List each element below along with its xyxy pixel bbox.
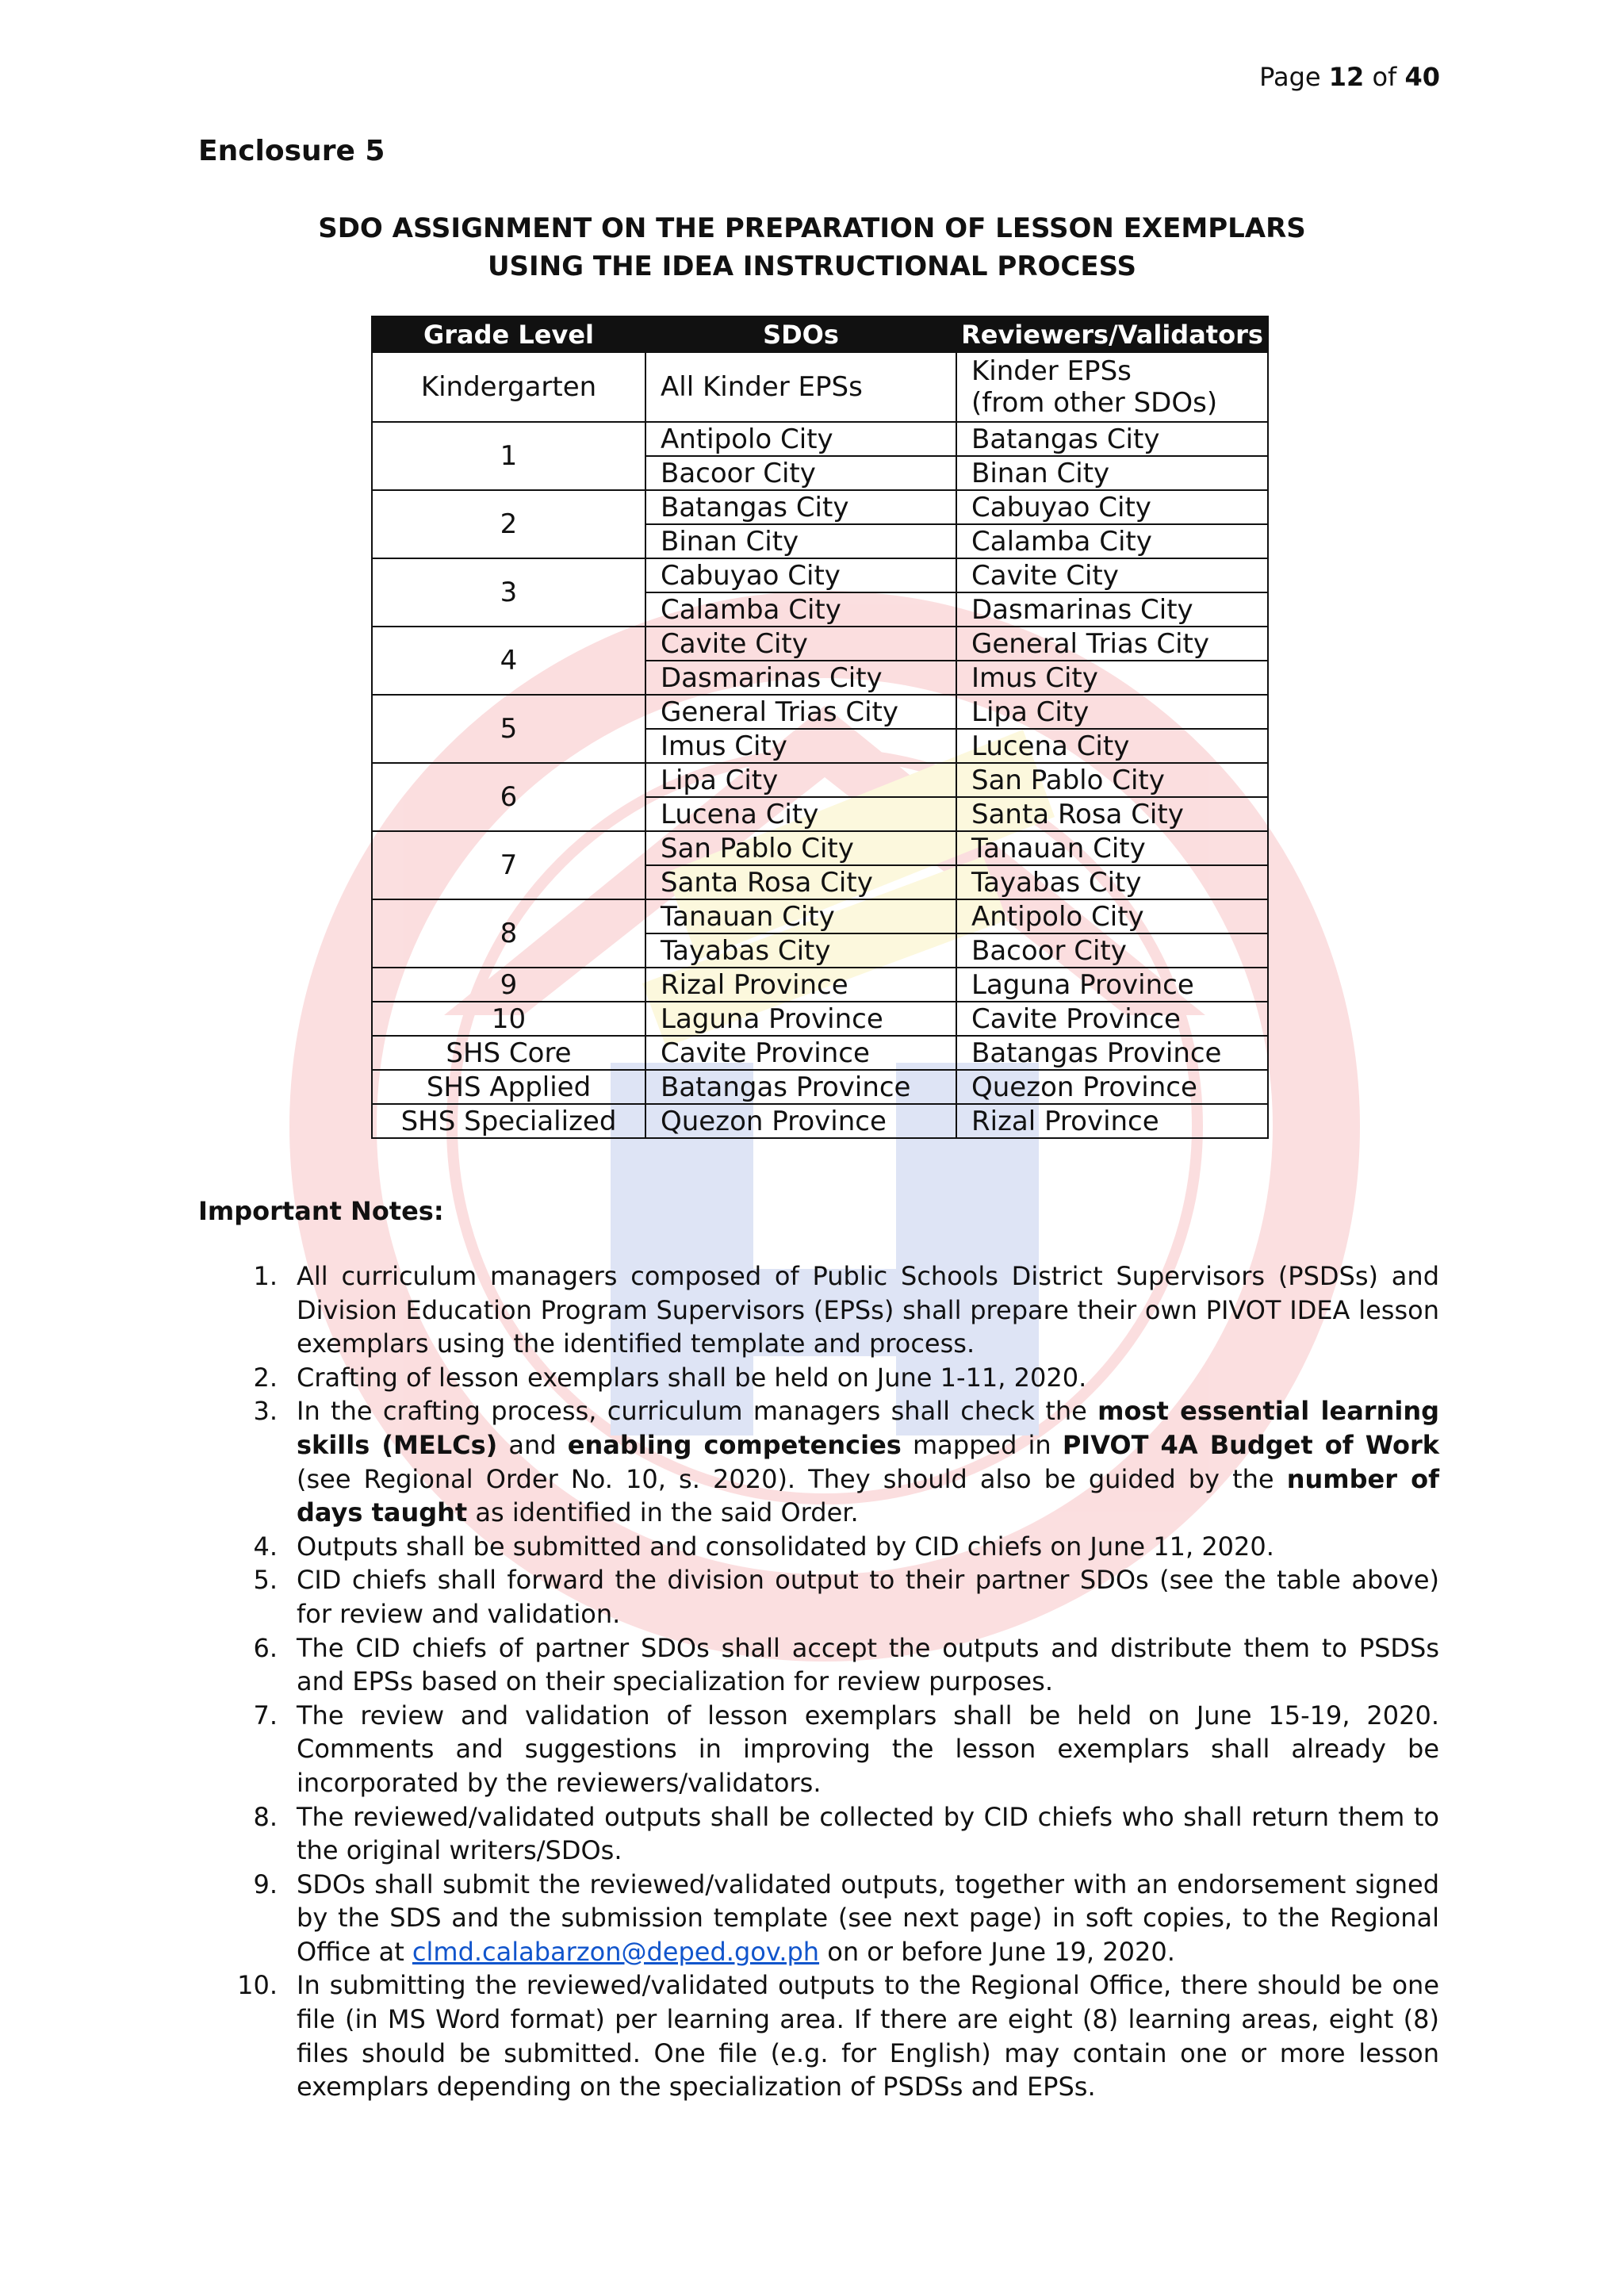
table-row (372, 422, 1268, 456)
reviewer-cell: Binan City (956, 456, 1268, 490)
reviewer-cell: General Trias City (956, 627, 1268, 661)
grade-cell: 9 (372, 968, 645, 1002)
reviewer-cell: San Pablo City (956, 763, 1268, 797)
sdo-cell: Cavite Province (645, 1036, 956, 1070)
sdo-cell: Cavite City (645, 627, 956, 661)
reviewer-cell: Lucena City (956, 729, 1268, 763)
sdo-cell: Antipolo City (645, 422, 956, 456)
page-current: 12 (1328, 62, 1365, 92)
email-link[interactable]: clmd.calabarzon@deped.gov.ph (412, 1936, 820, 1967)
grade-cell: 4 (372, 627, 645, 695)
grade-cell: 8 (372, 899, 645, 968)
sdo-cell: Quezon Province (645, 1104, 956, 1138)
reviewer-cell: Calamba City (956, 524, 1268, 558)
sdo-cell: Rizal Province (645, 968, 956, 1002)
table-row (372, 1002, 1268, 1036)
list-item: 7. The review and validation of lesson exemplars shall be held on June 15-19, 2020. Comments and suggestions in improving the lesson exemplars shall already be incorporated by the reviewers/validators. (253, 1700, 1439, 1798)
title-line-1: SDO ASSIGNMENT ON THE PREPARATION OF LESSON EXEMPLARS (318, 213, 1306, 244)
list-item: 1. All curriculum managers composed of Public Schools District Supervisors (PSDSs) and Division Education Program Supervisors (EPSs) shall prepare their own PIVOT IDEA lesson exemplars using the identified template and process. (253, 1261, 1439, 1359)
grade-cell: SHS Core (372, 1036, 645, 1070)
header-reviewers: Reviewers/Validators (956, 316, 1268, 352)
page-total: 40 (1404, 62, 1440, 92)
sdo-cell: Santa Rosa City (645, 865, 956, 899)
reviewer-cell: Imus City (956, 661, 1268, 695)
header-sdos: SDOs (645, 316, 956, 352)
list-item: 2. Crafting of lesson exemplars shall be held on June 1-11, 2020. (253, 1362, 1087, 1393)
sdo-cell: Imus City (645, 729, 956, 763)
sdo-cell: Lipa City (645, 763, 956, 797)
table-row (372, 763, 1268, 797)
reviewer-cell: Cavite City (956, 558, 1268, 592)
list-item: 3. In the crafting process, curriculum managers shall check the most essential learning skills (MELCs) and enabling competencies mapped in PIVOT 4A Budget of Work (see Regional Order No. 10, s. 2020). They should also be guided by the number of days taught as identified in the said Order. (253, 1396, 1440, 1528)
sdo-cell: Tanauan City (645, 899, 956, 933)
reviewer-cell: Santa Rosa City (956, 797, 1268, 831)
sdo-cell: Calamba City (645, 592, 956, 627)
notes-list (198, 1259, 1439, 2104)
grade-cell: 1 (372, 422, 645, 490)
reviewer-cell: Laguna Province (956, 968, 1268, 1002)
enclosure-label: Enclosure 5 (198, 135, 385, 167)
table-row (372, 968, 1268, 1002)
reviewer-cell: Cavite Province (956, 1002, 1268, 1036)
reviewer-cell: Batangas Province (956, 1036, 1268, 1070)
sdo-cell: Cabuyao City (645, 558, 956, 592)
list-item: 8. The reviewed/validated outputs shall be collected by CID chiefs who shall return them to the original writers/SDOs. (253, 1801, 1439, 1866)
table-row (372, 1070, 1268, 1104)
sdo-cell: Dasmarinas City (645, 661, 956, 695)
reviewer-cell: Dasmarinas City (956, 592, 1268, 627)
header-grade-level: Grade Level (372, 316, 645, 352)
sdo-cell: Binan City (645, 524, 956, 558)
title-line-2: USING THE IDEA INSTRUCTIONAL PROCESS (487, 251, 1137, 282)
table-row (372, 558, 1268, 592)
grade-cell: SHS Specialized (372, 1104, 645, 1138)
list-item: 6. The CID chiefs of partner SDOs shall accept the outputs and distribute them to PSDSs and EPSs based on their specialization for review purposes. (253, 1632, 1439, 1697)
grade-cell: 3 (372, 558, 645, 627)
list-item: 5. CID chiefs shall forward the division output to their partner SDOs (see the table above) for review and validation. (253, 1565, 1439, 1629)
sdo-cell: Tayabas City (645, 933, 956, 968)
reviewer-cell: Cabuyao City (956, 490, 1268, 524)
table-row (372, 831, 1268, 865)
grade-cell: 7 (372, 831, 645, 899)
reviewer-cell: Bacoor City (956, 933, 1268, 968)
table-row (372, 1104, 1268, 1138)
table-header-row (372, 316, 1268, 352)
reviewer-cell: Rizal Province (956, 1104, 1268, 1138)
reviewer-cell: Batangas City (956, 422, 1268, 456)
grade-cell: 6 (372, 763, 645, 831)
grade-cell: 10 (372, 1002, 645, 1036)
reviewer-cell: Quezon Province (956, 1070, 1268, 1104)
grade-cell: SHS Applied (372, 1070, 645, 1104)
reviewer-cell: Antipolo City (956, 899, 1268, 933)
table-row (372, 695, 1268, 729)
grade-cell: 2 (372, 490, 645, 558)
reviewer-cell: Kinder EPSs (from other SDOs) (956, 352, 1268, 422)
reviewer-cell: Lipa City (956, 695, 1268, 729)
sdo-cell: General Trias City (645, 695, 956, 729)
sdo-cell: All Kinder EPSs (645, 352, 956, 422)
notes-heading: Important Notes: (198, 1196, 444, 1226)
list-item: 9. SDOs shall submit the reviewed/validated outputs, together with an endorsement signed by the SDS and the submission template (see next page) in soft copies, to the Regional Office at clmd.calabarzon@deped.gov.ph on or before June 19, 2020. (253, 1869, 1439, 1967)
document-title (0, 209, 1624, 286)
reviewer-cell: Tanauan City (956, 831, 1268, 865)
table-row (372, 899, 1268, 933)
list-item: 10. In submitting the reviewed/validated outputs to the Regional Office, there should be one file (in MS Word format) per learning area. If there are eight (8) learning areas, eight (8) files should be submitted. One file (e.g. for English) may contain one or more lesson exemplars depending on the specialization of PSDSs and EPSs. (237, 1970, 1439, 2102)
table-row (372, 1036, 1268, 1070)
table-row (372, 352, 1268, 422)
grade-cell: Kindergarten (372, 352, 645, 422)
sdo-cell: Laguna Province (645, 1002, 956, 1036)
page-number: Page 12 of 40 (1259, 62, 1440, 92)
table-row (372, 627, 1268, 661)
table-row (372, 490, 1268, 524)
sdo-cell: Bacoor City (645, 456, 956, 490)
assignment-table (371, 316, 1269, 1139)
sdo-cell: Lucena City (645, 797, 956, 831)
list-item: 4. Outputs shall be submitted and consolidated by CID chiefs on June 11, 2020. (253, 1531, 1274, 1562)
grade-cell: 5 (372, 695, 645, 763)
sdo-cell: Batangas Province (645, 1070, 956, 1104)
sdo-cell: San Pablo City (645, 831, 956, 865)
sdo-cell: Batangas City (645, 490, 956, 524)
reviewer-cell: Tayabas City (956, 865, 1268, 899)
